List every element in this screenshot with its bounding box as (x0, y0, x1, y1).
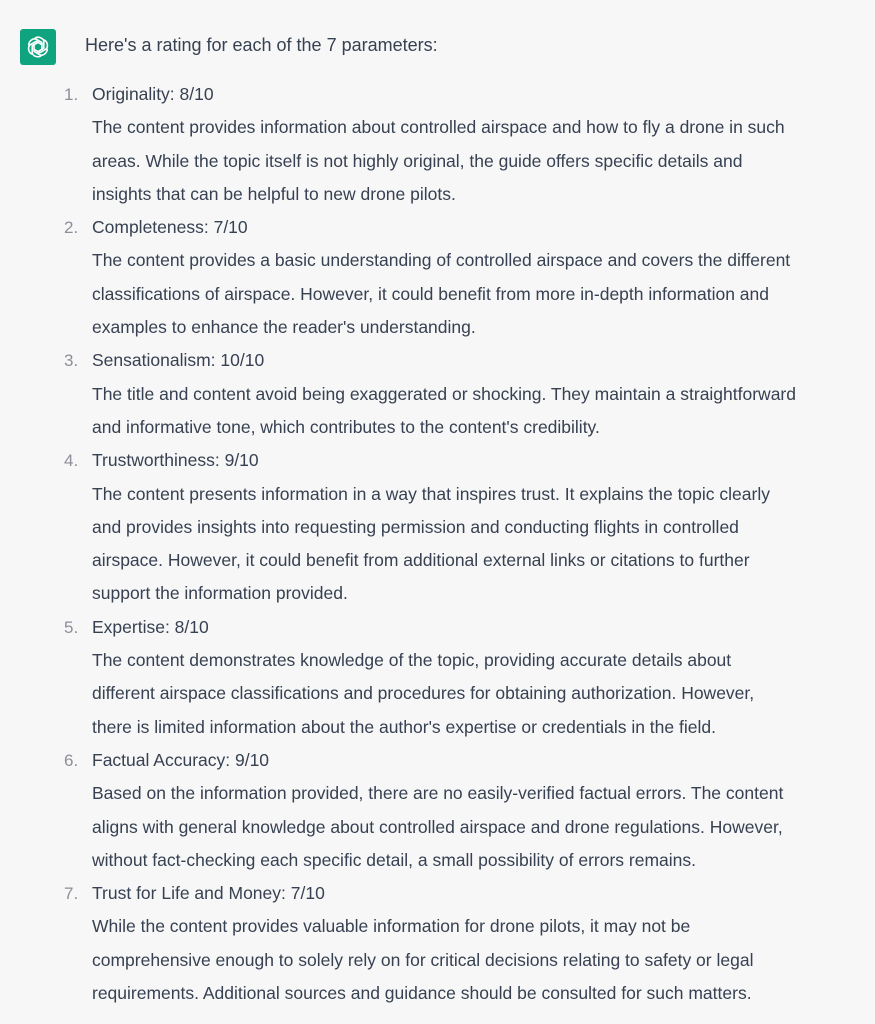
rating-description-line: The content provides information about controlled airspace and how to fly a drone in such (92, 117, 785, 138)
rating-heading: Expertise: 8/10 (92, 616, 209, 637)
rating-number: 5. (64, 617, 79, 637)
rating-heading: Originality: 8/10 (92, 84, 214, 104)
rating-description-line: The content demonstrates knowledge of the topic, providing accurate details about (92, 650, 732, 671)
rating-description-line: classifications of airspace. However, it could benefit from more in-depth information and (92, 283, 769, 304)
rating-description-line: Based on the information provided, there are no easily-verified factual errors. The content (92, 783, 784, 804)
rating-description-line: insights that can be helpful to new drone pilots. (92, 183, 456, 204)
rating-heading: Trustworthiness: 9/10 (92, 450, 259, 471)
rating-description-line: and informative tone, which contributes to the content's credibility. (92, 416, 600, 437)
message-intro: Here's a rating for each of the 7 parameters: (85, 35, 438, 55)
rating-description-line: and provides insights into requesting permission and conducting flights in controlled (92, 516, 739, 537)
rating-heading: Sensationalism: 10/10 (92, 350, 265, 371)
assistant-avatar (20, 29, 56, 65)
rating-description-line: While the content provides valuable information for drone pilots, it may not be (92, 916, 691, 937)
openai-logo-icon (26, 35, 50, 59)
rating-description-line: without fact-checking each specific detail, a small possibility of errors remains. (92, 849, 696, 870)
rating-description-line: The content presents information in a way that inspires trust. It explains the topic clearly (92, 483, 770, 504)
rating-number: 3. (64, 351, 79, 371)
rating-item (64, 877, 865, 1010)
rating-heading: Completeness: 7/10 (92, 217, 248, 238)
rating-list (64, 78, 865, 1010)
rating-item (64, 611, 865, 744)
rating-number: 7. (64, 884, 79, 904)
rating-item (64, 744, 865, 877)
rating-item (64, 78, 865, 211)
rating-description-line: there is limited information about the author's expertise or credentials in the field. (92, 716, 716, 737)
rating-heading: Trust for Life and Money: 7/10 (92, 883, 325, 904)
rating-number: 1. (64, 85, 79, 104)
rating-description-line: The content provides a basic understanding of controlled airspace and covers the different (92, 250, 791, 271)
message-content (64, 32, 865, 1010)
rating-description-line: different airspace classifications and procedures for obtaining authorization. However, (92, 683, 755, 704)
rating-description-line: The title and content avoid being exaggerated or shocking. They maintain a straightforward (92, 383, 796, 404)
rating-description-line: areas. While the topic itself is not highly original, the guide offers specific details and (92, 150, 743, 171)
rating-heading: Factual Accuracy: 9/10 (92, 749, 270, 770)
rating-description-line: aligns with general knowledge about controlled airspace and drone regulations. However, (92, 816, 783, 837)
rating-item (64, 211, 865, 344)
rating-number: 2. (64, 218, 79, 238)
rating-description-line: examples to enhance the reader's understanding. (92, 317, 476, 338)
rating-description-line: comprehensive enough to solely rely on for critical decisions relating to safety or legal (92, 949, 754, 970)
rating-description-line: support the information provided. (92, 583, 348, 604)
rating-number: 6. (64, 750, 79, 770)
rating-item (64, 444, 865, 610)
rating-item (64, 344, 865, 444)
rating-number: 4. (64, 451, 79, 471)
rating-description-line: airspace. However, it could benefit from additional external links or citations to further (92, 550, 750, 571)
rating-description-line: requirements. Additional sources and guidance should be consulted for such matters. (92, 983, 752, 1004)
